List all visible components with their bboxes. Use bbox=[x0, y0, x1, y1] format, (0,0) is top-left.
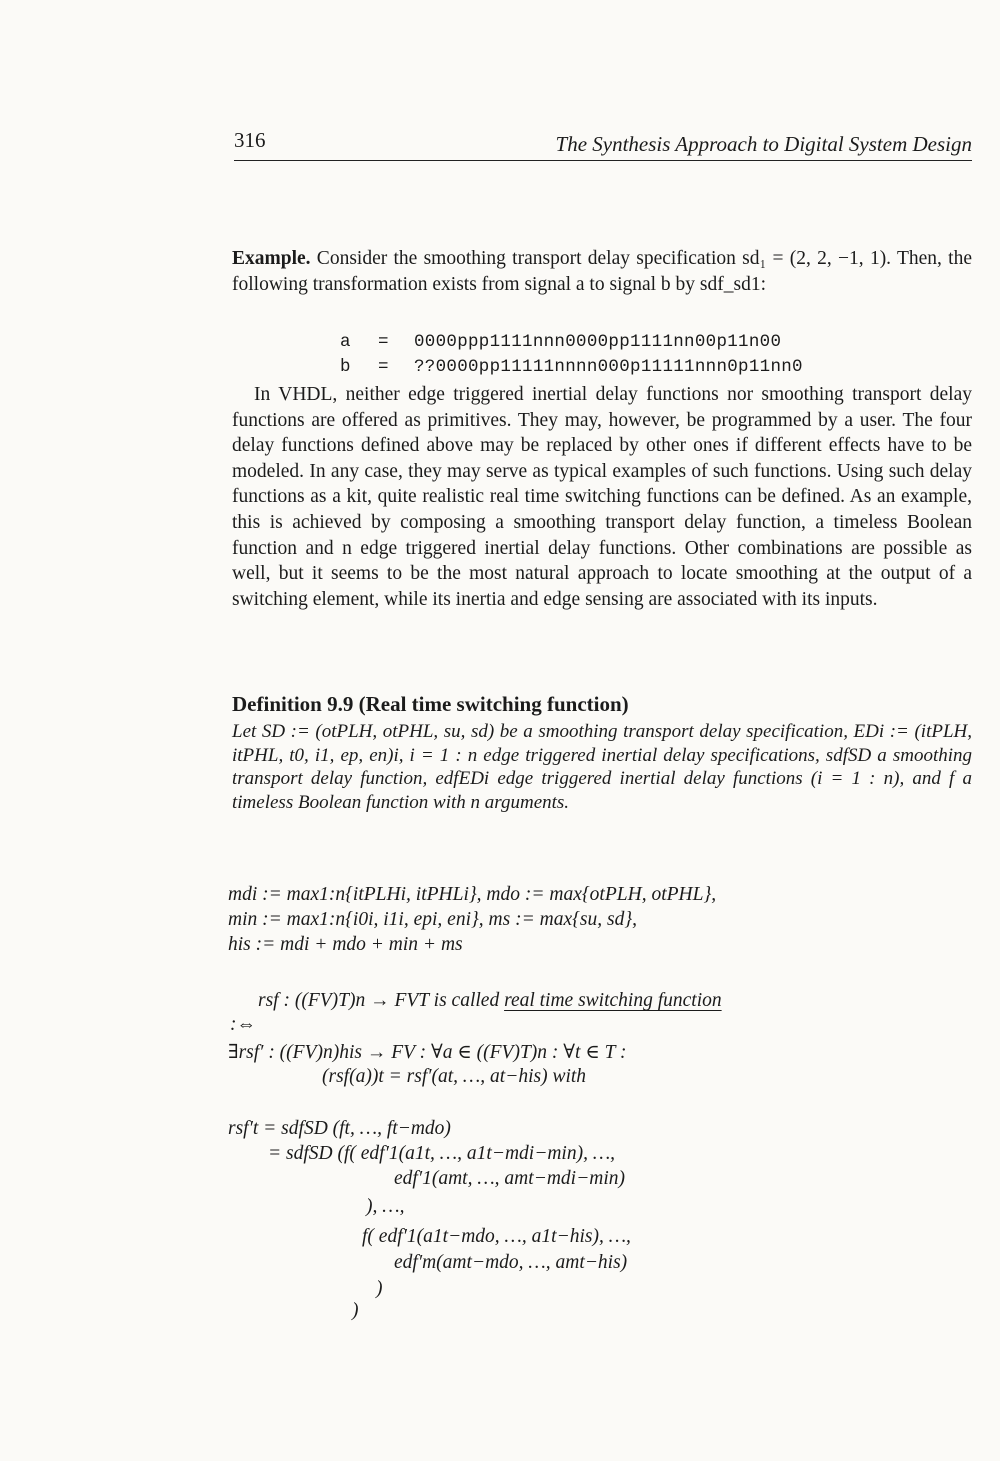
formula-line-6: edf′m(amt−mdo, …, amt−his) bbox=[394, 1252, 628, 1273]
example-label: Example. bbox=[232, 248, 311, 269]
running-header bbox=[234, 126, 972, 161]
formula-line-3: edf′1(amt, …, amt−mdi−min) bbox=[394, 1168, 625, 1189]
signal-a-eq: = bbox=[378, 332, 389, 352]
formula-his: his := mdi + mdo + min + ms bbox=[228, 934, 463, 955]
formula-min: min := max1:n{i0i, i1i, epi, eni}, ms := max{su, sd}, bbox=[228, 909, 638, 930]
formula-rsf-definition bbox=[258, 990, 722, 1012]
signal-a-label: a bbox=[340, 332, 351, 352]
formula-exists: ∃rsf′ : ((FV)n)his → FV : ∀a ∈ ((FV)T)n : ∀t ∈ T : bbox=[228, 1042, 627, 1063]
formula-mdi: mdi := max1:n{itPLHi, itPHLi}, mdo := max{otPLH, otPHL}, bbox=[228, 884, 717, 905]
formula-line-2: = sdfSD (f( edf′1(a1t, …, a1t−mdi−min), …, bbox=[268, 1143, 616, 1164]
running-title: The Synthesis Approach to Digital System Design bbox=[555, 132, 972, 156]
rsf-lead: rsf : ((FV)T)n → FVT is called bbox=[258, 990, 505, 1011]
page-number: 316 bbox=[234, 128, 266, 152]
definition-heading: Definition 9.9 (Real time switching function) bbox=[232, 692, 629, 716]
formula-line-7: ) bbox=[376, 1278, 383, 1299]
formula-line-8: ) bbox=[352, 1300, 359, 1321]
formula-line-1: rsf′t = sdfSD (ft, …, ft−mdo) bbox=[228, 1118, 451, 1139]
formula-rsf-a: (rsf(a))t = rsf′(at, …, at−his) with bbox=[322, 1066, 587, 1087]
formula-line-4: ), …, bbox=[366, 1196, 405, 1217]
formula-line-5: f( edf′1(a1t−mdo, …, a1t−his), …, bbox=[362, 1226, 631, 1247]
signal-b-value: ??0000pp11111nnnn000p11111nnn0p11nn0 bbox=[414, 357, 803, 377]
signal-a-value: 0000ppp1111nnn0000pp1111nn00p11n00 bbox=[414, 332, 782, 352]
signal-b-label: b bbox=[340, 357, 351, 377]
signal-b-eq: = bbox=[378, 357, 389, 377]
example-paragraph bbox=[232, 246, 972, 297]
definition-body: Let SD := (otPLH, otPHL, su, sd) be a smoothing transport delay specification, EDi := (itPLH, itPHL, t0, i1, ep, en)i, i = 1 : n edge triggered inertial delay specifications, sdfSD a smoothing transport delay function, edfEDi edge triggered inertial delay functions (i = 1 : n), and f a timeless Boolean function with n arguments. bbox=[232, 721, 972, 813]
rsf-defined-term: real time switching function bbox=[504, 990, 722, 1011]
iff-symbol: :⇔ bbox=[230, 1014, 256, 1035]
vhdl-paragraph: In VHDL, neither edge triggered inertial delay functions nor smoothing transport delay functions are offered as primitives. They may, however, be programmed by a user. The four delay functions defined above may be replaced by other ones if different effects have to be modeled. In any case, they may serve as typical examples of such functions. Using such delay functions as a kit, quite realistic real time switching functions can be defined. As an example, this is achieved by composing a smoothing transport delay function, a timeless Boolean function and n edge triggered inertial delay functions. Other combinations are possible as well, but it seems to be the most natural approach to locate smoothing at the output of a switching element, while its inertia and edge sensing are associated with its inputs. bbox=[232, 384, 972, 610]
example-text: Consider the smoothing transport delay specification sd₁ = (2, 2, −1, 1). Then, the following transformation exists from signal a to signal b by sdf_sd1: bbox=[232, 248, 972, 295]
